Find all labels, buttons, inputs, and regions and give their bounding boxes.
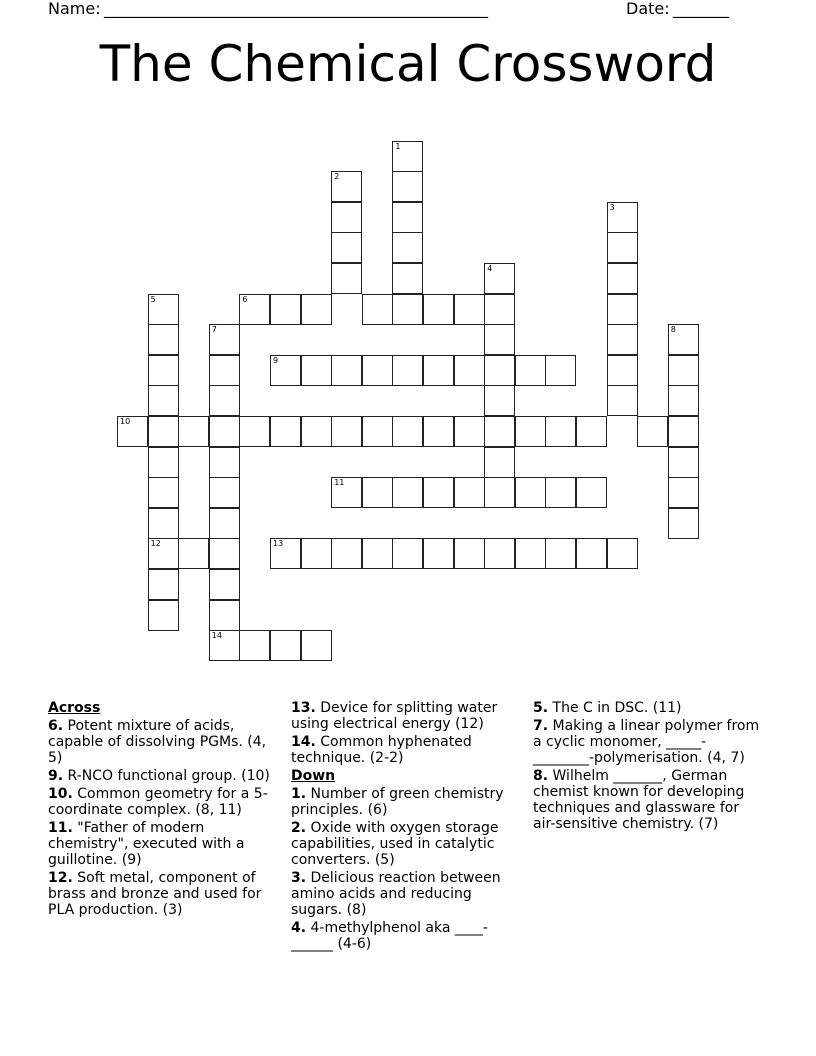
crossword-cell[interactable] [148, 508, 179, 539]
crossword-cell[interactable] [301, 355, 332, 386]
crossword-cell[interactable] [362, 477, 393, 508]
clue-text: The C in DSC. (11) [552, 700, 682, 716]
crossword-cell[interactable] [515, 355, 546, 386]
crossword-cell[interactable] [576, 477, 607, 508]
crossword-cell[interactable] [148, 385, 179, 416]
crossword-cell[interactable] [484, 447, 515, 478]
clue-number: 3. [291, 870, 307, 886]
crossword-cell[interactable] [301, 416, 332, 447]
crossword-cell[interactable] [545, 477, 576, 508]
crossword-cell[interactable] [270, 416, 301, 447]
clue-across-13 [291, 700, 519, 732]
date-label: Date: [626, 0, 670, 18]
cell-number: 1 [395, 141, 401, 151]
clues-column-2 [291, 700, 519, 954]
crossword-cell[interactable] [668, 355, 699, 386]
crossword-cell[interactable] [607, 538, 638, 569]
crossword-cell[interactable] [209, 385, 240, 416]
crossword-cell[interactable] [331, 263, 362, 294]
cell-number: 13 [273, 539, 284, 549]
crossword-cell[interactable] [484, 416, 515, 447]
crossword-cell[interactable] [607, 385, 638, 416]
crossword-cell[interactable] [209, 569, 240, 600]
cell-number: 10 [120, 417, 131, 426]
crossword-cell[interactable] [209, 630, 240, 661]
crossword-cell[interactable] [484, 355, 515, 386]
cell-number: 8 [670, 325, 676, 335]
cell-number: 12 [150, 539, 161, 549]
crossword-cell[interactable] [668, 508, 699, 539]
crossword-cell[interactable] [454, 355, 485, 386]
clue-text: Device for splitting water using electrical energy (12) [291, 700, 498, 732]
cell-number: 11 [334, 478, 345, 488]
crossword-cell[interactable] [209, 600, 240, 631]
crossword-cell[interactable] [607, 294, 638, 325]
crossword-cell[interactable] [392, 171, 423, 202]
clue-text: Soft metal, component of brass and bronze and used for PLA production. (3) [48, 870, 262, 918]
crossword-cell[interactable] [392, 294, 423, 325]
crossword-cell[interactable] [239, 630, 270, 661]
crossword-cell[interactable] [209, 324, 240, 355]
crossword-cell[interactable] [209, 447, 240, 478]
crossword-cell[interactable] [515, 538, 546, 569]
clue-number: 2. [291, 820, 307, 836]
clue-text: 4-methylphenol aka ____-______ (4-6) [291, 920, 488, 952]
clue-across-14 [291, 734, 519, 766]
header-row [48, 0, 748, 20]
clue-number: 13. [291, 700, 316, 716]
crossword-cell[interactable] [148, 294, 179, 325]
crossword-cell[interactable] [178, 538, 209, 569]
crossword-cell[interactable] [209, 508, 240, 539]
crossword-cell[interactable] [392, 538, 423, 569]
clue-across-12 [48, 870, 276, 918]
cell-number: 9 [273, 355, 279, 365]
crossword-cell[interactable] [607, 232, 638, 263]
crossword-cell[interactable] [148, 538, 179, 569]
clue-number: 5. [533, 700, 549, 716]
clue-down-4 [291, 920, 519, 952]
cell-number: 5 [150, 294, 156, 304]
crossword-cell[interactable] [270, 294, 301, 325]
clue-number: 4. [291, 920, 307, 936]
crossword-cell[interactable] [148, 447, 179, 478]
cell-number: 2 [334, 172, 340, 182]
crossword-cell[interactable] [484, 385, 515, 416]
clue-across-11 [48, 820, 276, 868]
crossword-cell[interactable] [607, 263, 638, 294]
crossword-cell[interactable] [515, 477, 546, 508]
clue-down-5 [533, 700, 763, 716]
clue-text: Common hyphenated technique. (2-2) [291, 734, 472, 766]
across-heading: Across [48, 700, 101, 716]
clue-text: "Father of modern chemistry", executed with a guillotine. (9) [48, 820, 245, 868]
crossword-cell[interactable] [545, 538, 576, 569]
crossword-cell[interactable] [392, 416, 423, 447]
clue-number: 6. [48, 718, 64, 734]
crossword-cell[interactable] [454, 477, 485, 508]
crossword-cell[interactable] [484, 477, 515, 508]
crossword-cell[interactable] [148, 569, 179, 600]
crossword-cell[interactable] [668, 416, 699, 447]
crossword-cell[interactable] [331, 538, 362, 569]
crossword-cell[interactable] [301, 630, 332, 661]
crossword-cell[interactable] [454, 538, 485, 569]
clue-down-1 [291, 786, 519, 818]
crossword-cell[interactable] [545, 355, 576, 386]
clue-number: 12. [48, 870, 73, 886]
crossword-cell[interactable] [484, 538, 515, 569]
crossword-cell[interactable] [331, 416, 362, 447]
clue-number: 14. [291, 734, 316, 750]
crossword-cell[interactable] [668, 324, 699, 355]
crossword-cell[interactable] [392, 141, 423, 172]
clue-down-2 [291, 820, 519, 868]
crossword-cell[interactable] [362, 294, 393, 325]
clue-number: 8. [533, 768, 549, 784]
clue-down-3 [291, 870, 519, 918]
crossword-cell[interactable] [148, 477, 179, 508]
crossword-cell[interactable] [301, 294, 332, 325]
crossword-cell[interactable] [331, 355, 362, 386]
crossword-cell[interactable] [392, 263, 423, 294]
clue-text: Number of green chemistry principles. (6) [291, 786, 504, 818]
crossword-cell[interactable] [392, 477, 423, 508]
clues-column-3 [533, 700, 763, 834]
clue-text: R-NCO functional group. (10) [67, 768, 270, 784]
name-field-line[interactable]: ________________________________________________ [104, 0, 488, 18]
clue-text: Potent mixture of acids, capable of dissolving PGMs. (4, 5) [48, 718, 267, 766]
crossword-cell[interactable] [668, 477, 699, 508]
clue-across-9 [48, 768, 276, 784]
crossword-cell[interactable] [545, 416, 576, 447]
crossword-cell[interactable] [362, 538, 393, 569]
crossword-cell[interactable] [423, 355, 454, 386]
crossword-cell[interactable] [668, 447, 699, 478]
down-heading: Down [291, 768, 336, 784]
crossword-cell[interactable] [484, 263, 515, 294]
crossword-cell[interactable] [423, 416, 454, 447]
crossword-cell[interactable] [270, 538, 301, 569]
clue-text: Making a linear polymer from a cyclic monomer, _____-________-polymerisation. (4, 7) [533, 718, 760, 766]
crossword-cell[interactable] [239, 416, 270, 447]
cell-number: 7 [211, 325, 217, 335]
clue-across-6 [48, 718, 276, 766]
crossword-cell[interactable] [178, 416, 209, 447]
crossword-cell[interactable] [331, 232, 362, 263]
crossword-cell[interactable] [148, 416, 179, 447]
crossword-cell[interactable] [454, 294, 485, 325]
crossword-cell[interactable] [209, 477, 240, 508]
clue-number: 1. [291, 786, 307, 802]
crossword-cell[interactable] [331, 171, 362, 202]
crossword-cell[interactable] [270, 630, 301, 661]
cell-number: 6 [242, 294, 248, 304]
crossword-cell[interactable] [423, 538, 454, 569]
crossword-cell[interactable] [331, 477, 362, 508]
crossword-cell[interactable] [362, 416, 393, 447]
cell-number: 14 [211, 631, 222, 641]
clue-text: Wilhelm _______, German chemist known for developing techniques and glassware for air-sensitive chemistry. (7) [533, 768, 745, 832]
cell-number: 4 [487, 264, 493, 273]
crossword-cell[interactable] [148, 355, 179, 386]
crossword-cell[interactable] [607, 355, 638, 386]
crossword-cell[interactable] [362, 355, 393, 386]
name-label: Name: [48, 0, 101, 18]
clues-column-1 [48, 700, 276, 920]
crossword-cell[interactable] [607, 324, 638, 355]
crossword-cell[interactable] [576, 538, 607, 569]
clue-number: 7. [533, 718, 549, 734]
crossword-cell[interactable] [392, 232, 423, 263]
crossword-cell[interactable] [484, 324, 515, 355]
clue-number: 11. [48, 820, 73, 836]
clue-across-10 [48, 786, 276, 818]
crossword-cell[interactable] [209, 416, 240, 447]
clue-down-8 [533, 768, 763, 832]
crossword-cell[interactable] [607, 202, 638, 233]
crossword-cell[interactable] [454, 416, 485, 447]
crossword-cell[interactable] [423, 477, 454, 508]
clue-text: Common geometry for a 5-coordinate complex. (8, 11) [48, 786, 268, 818]
crossword-cell[interactable] [515, 416, 546, 447]
crossword-cell[interactable] [423, 294, 454, 325]
crossword-cell[interactable] [301, 538, 332, 569]
date-field-line[interactable]: _______ [673, 0, 729, 18]
crossword-cell[interactable] [392, 202, 423, 233]
crossword-cell[interactable] [209, 538, 240, 569]
clue-text: Delicious reaction between amino acids and reducing sugars. (8) [291, 870, 501, 918]
crossword-cell[interactable] [209, 355, 240, 386]
crossword-cell[interactable] [148, 600, 179, 631]
crossword-cell[interactable] [270, 355, 301, 386]
clue-number: 9. [48, 768, 64, 784]
crossword-cell[interactable] [668, 385, 699, 416]
crossword-cell[interactable] [117, 416, 148, 447]
crossword-cell[interactable] [239, 294, 270, 325]
crossword-cell[interactable] [637, 416, 668, 447]
crossword-cell[interactable] [484, 294, 515, 325]
crossword-cell[interactable] [576, 416, 607, 447]
page-title: The Chemical Crossword [99, 35, 717, 93]
clue-down-7 [533, 718, 763, 766]
crossword-cell[interactable] [392, 355, 423, 386]
crossword-cell[interactable] [148, 324, 179, 355]
clue-number: 10. [48, 786, 73, 802]
clue-text: Oxide with oxygen storage capabilities, used in catalytic converters. (5) [291, 820, 499, 868]
cell-number: 3 [609, 202, 615, 212]
crossword-cell[interactable] [331, 202, 362, 233]
